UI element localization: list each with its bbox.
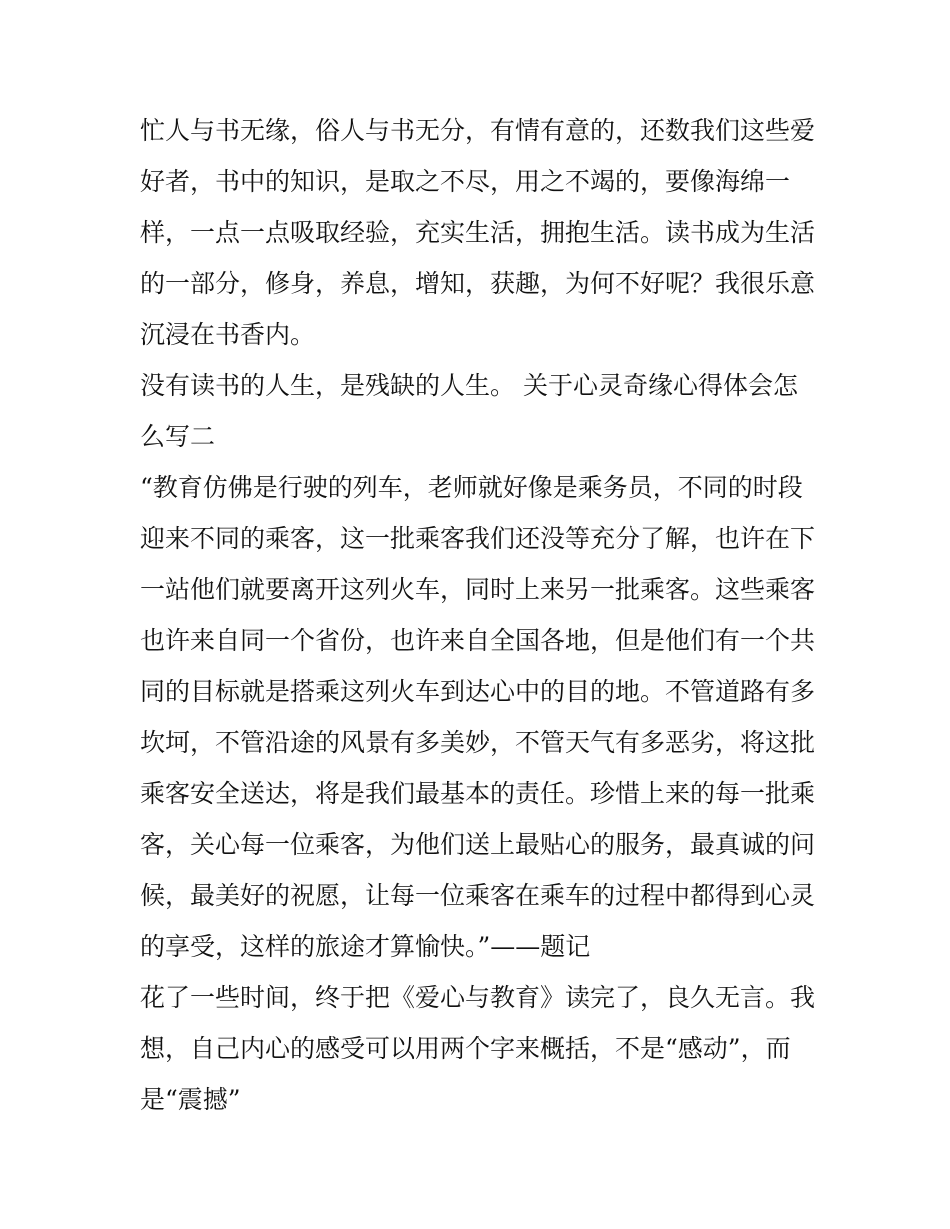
- text-line: 么写二: [140, 422, 216, 451]
- text-line: 没有读书的人生，是残缺的人生。 关于心灵奇缘心得体会怎: [140, 371, 798, 400]
- text-line: 的一部分，修身，养息，增知，获趣，为何不好呢？我很乐意: [140, 269, 816, 298]
- text-line: 忙人与书无缘，俗人与书无分，有情有意的，还数我们这些爱: [140, 116, 816, 145]
- text-line: 候，最美好的祝愿，让每一位乘客在乘车的过程中都得到心灵: [140, 881, 816, 910]
- text-line: 坎坷，不管沿途的风景有多美妙，不管天气有多恶劣，将这批: [140, 728, 816, 757]
- text-line: 乘客安全送达，将是我们最基本的责任。珍惜上来的每一批乘: [140, 779, 816, 808]
- text-line: 想，自己内心的感受可以用两个字来概括，不是“感动”，而: [140, 1034, 791, 1063]
- text-line: “教育仿佛是行驶的列车，老师就好像是乘务员，不同的时段: [140, 473, 803, 502]
- text-line: 迎来不同的乘客，这一批乘客我们还没等充分了解，也许在下: [140, 524, 816, 553]
- text-line: 的享受，这样的旅途才算愉快。”——题记: [140, 932, 591, 961]
- text-line: 也许来自同一个省份，也许来自全国各地，但是他们有一个共: [140, 626, 816, 655]
- text-line: 客，关心每一位乘客，为他们送上最贴心的服务，最真诚的问: [140, 830, 816, 859]
- text-line: 一站他们就要离开这列火车，同时上来另一批乘客。这些乘客: [140, 575, 816, 604]
- document-body: [140, 105, 820, 1125]
- text-line: 样，一点一点吸取经验，充实生活，拥抱生活。读书成为生活: [140, 218, 816, 247]
- text-line: 花了一些时间，终于把《爱心与教育》读完了，良久无言。我: [140, 983, 816, 1012]
- text-line: 好者，书中的知识，是取之不尽，用之不竭的，要像海绵一: [140, 167, 791, 196]
- text-line: 同的目标就是搭乘这列火车到达心中的目的地。不管道路有多: [140, 677, 816, 706]
- text-line: 是“震撼”: [140, 1085, 241, 1114]
- text-line: 沉浸在书香内。: [140, 320, 316, 349]
